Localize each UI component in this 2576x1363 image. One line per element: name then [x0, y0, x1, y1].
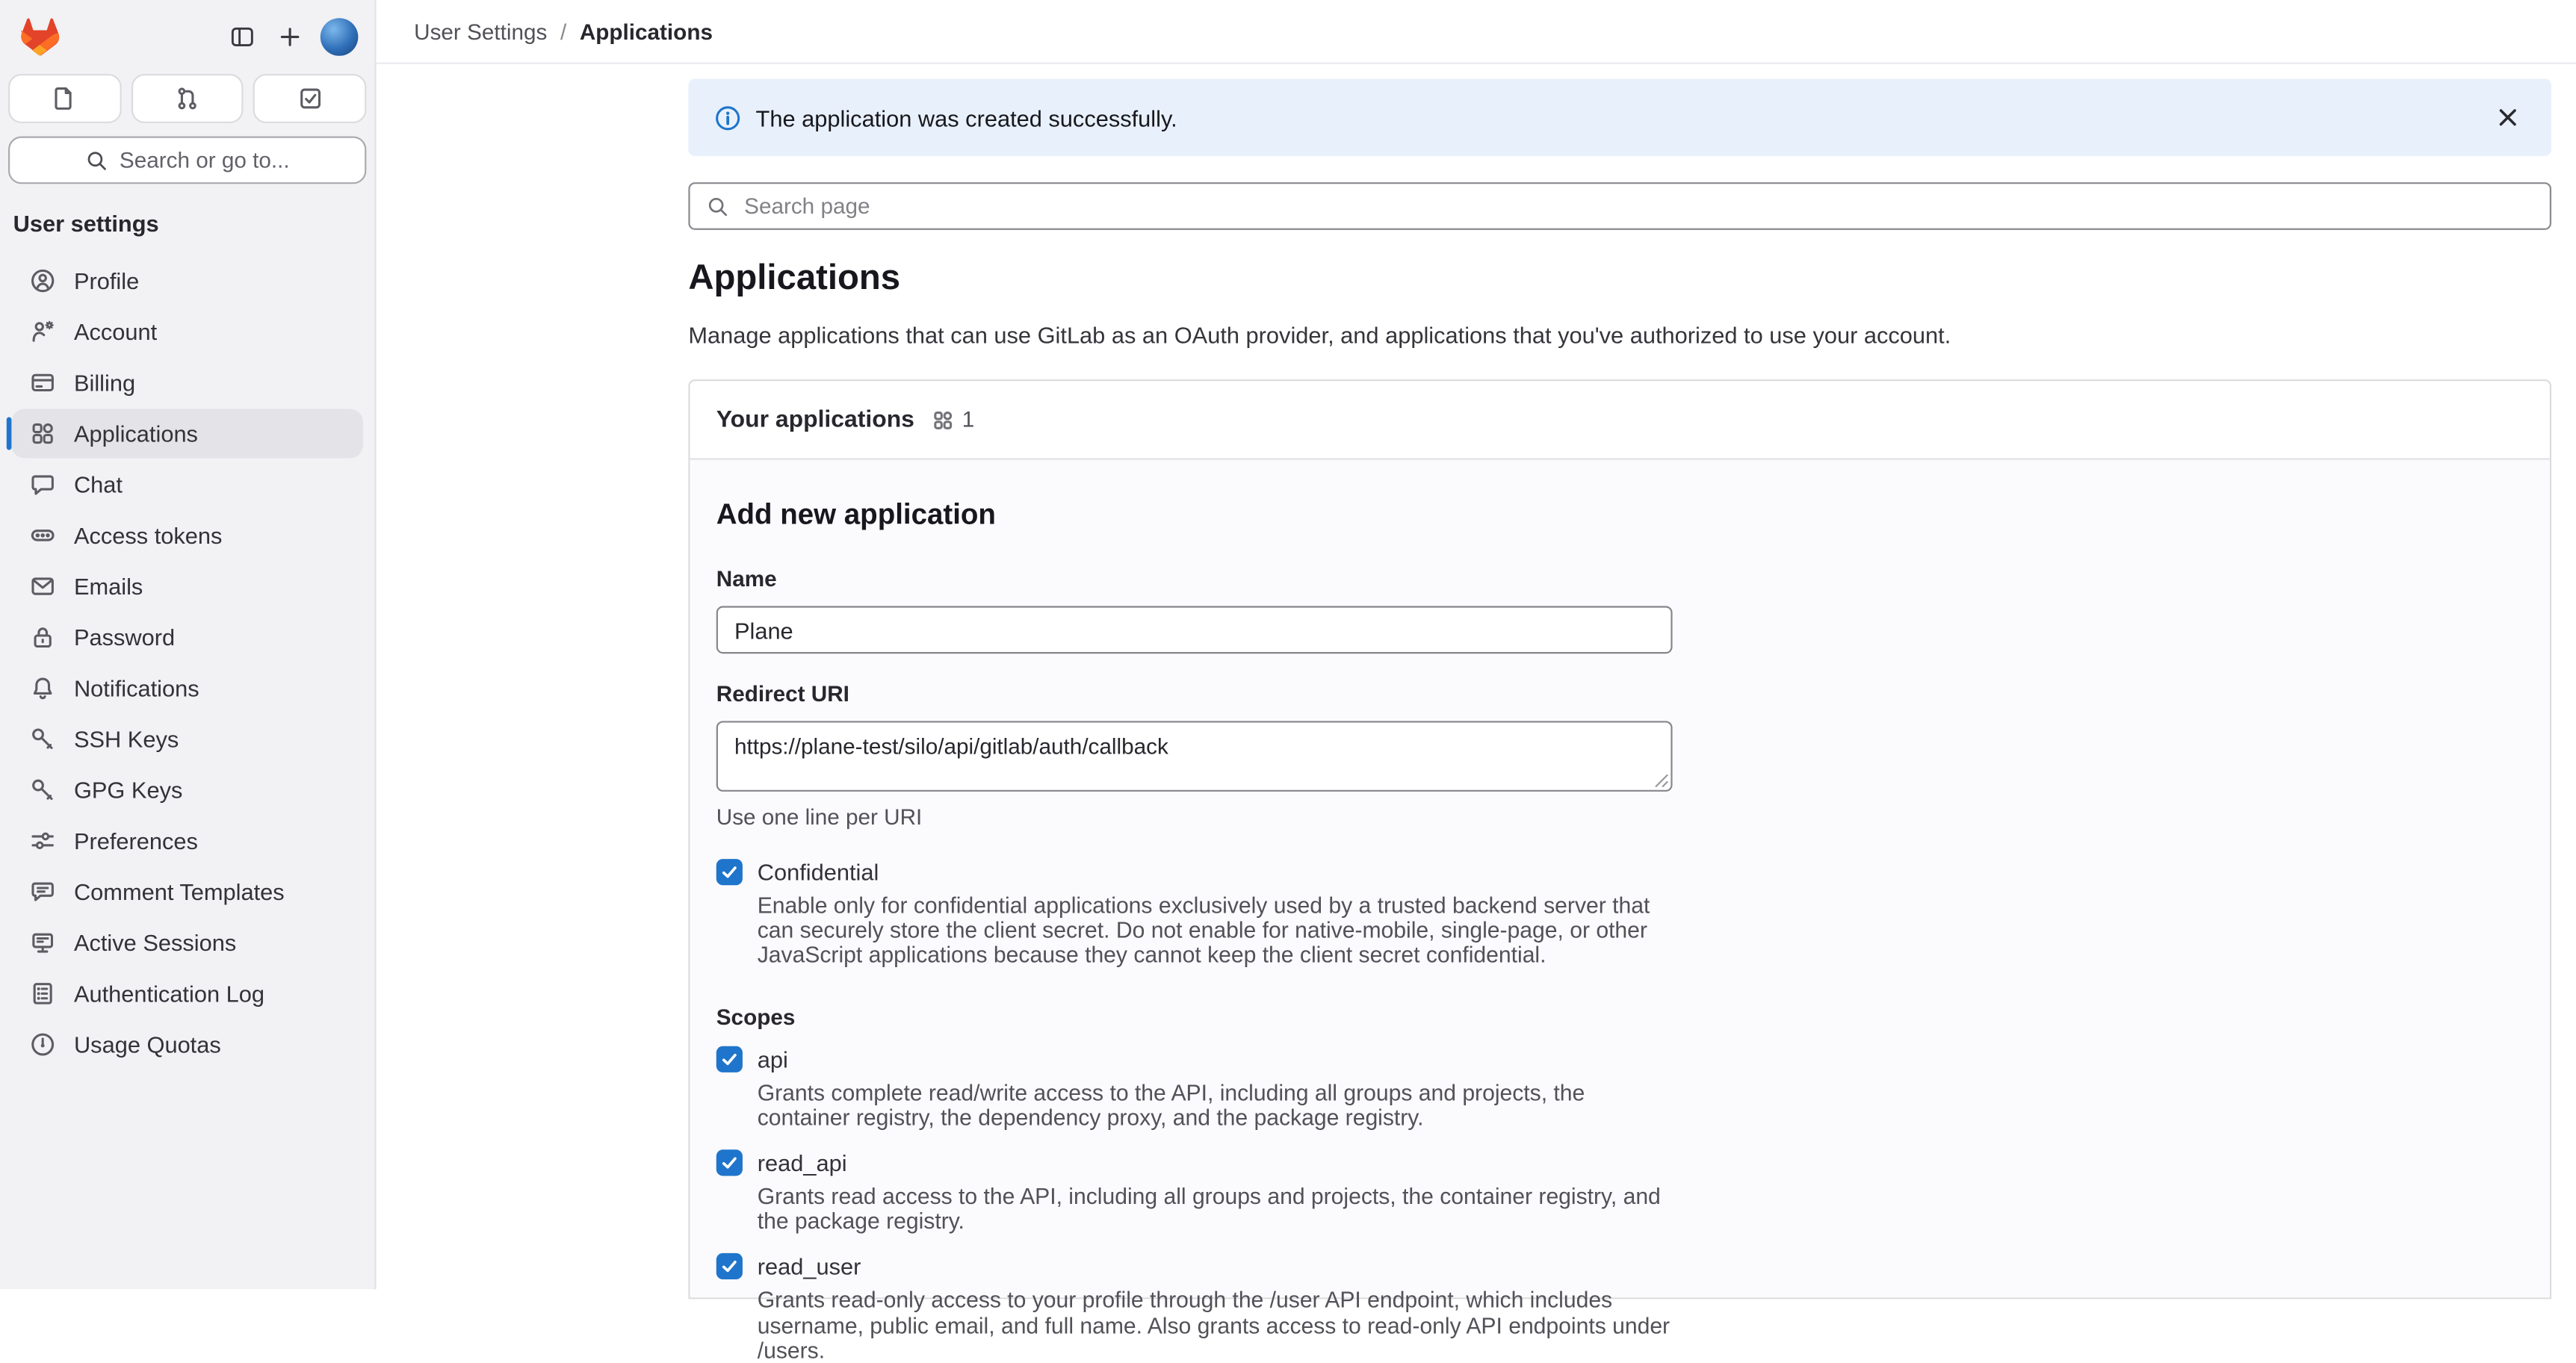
check-icon [719, 1153, 739, 1173]
sidebar-item-billing[interactable] [11, 358, 363, 407]
scope-read-user-help: Grants read-only access to your profile through the /user API endpoint, which includes username, public email, and full name. Also grants access to read-only API endpoints under /users. [757, 1288, 1671, 1363]
applications-icon [30, 420, 56, 447]
billing-icon [30, 370, 56, 396]
scope-read-user-checkbox[interactable] [716, 1254, 743, 1280]
sidebar-item-password[interactable] [11, 612, 363, 662]
usage-quotas-icon [30, 1031, 56, 1058]
confidential-help: Enable only for confidential applications exclusively used by a trusted backend server that can securely store the client secret. Do not enable for native-mobile, single-page, or other JavaScript applications because they cannot keep the client secret confidential. [757, 893, 1650, 969]
user-avatar[interactable] [321, 17, 359, 55]
sidebar-item-authentication-log[interactable] [11, 969, 363, 1018]
alert-message: The application was created successfully. [755, 104, 1177, 131]
preferences-icon [30, 828, 56, 854]
scope-api-group [716, 1046, 2524, 1130]
sidebar-item-comment-templates[interactable] [11, 867, 363, 916]
sidebar-item-preferences[interactable] [11, 816, 363, 866]
sidebar-item-access-tokens[interactable] [11, 511, 363, 560]
sidebar-shortcut-buttons [8, 74, 366, 123]
card-body [690, 460, 2550, 1363]
search-or-go-to[interactable] [8, 137, 366, 184]
page-description: Manage applications that can use GitLab as an OAuth provider, and applications that you've authorized to use your account. [688, 322, 1951, 349]
search-icon [707, 195, 730, 218]
collapse-sidebar-button[interactable] [223, 18, 259, 54]
sidebar-item-label: Active Sessions [73, 929, 237, 956]
sidebar-item-profile[interactable] [11, 256, 363, 305]
todos-button[interactable] [253, 74, 366, 123]
notifications-icon [30, 675, 56, 701]
issues-icon [52, 85, 78, 111]
sidebar-menu [0, 246, 374, 1069]
breadcrumb-separator: / [560, 19, 567, 44]
access-tokens-icon [30, 522, 56, 548]
sidebar-item-label: Emails [73, 573, 143, 600]
sidebar-section-title: User settings [13, 210, 159, 237]
sidebar-item-gpg-keys[interactable] [11, 766, 363, 815]
sidebar-item-account[interactable] [11, 307, 363, 356]
info-icon [715, 105, 741, 131]
sidebar-item-applications[interactable] [11, 409, 363, 459]
account-icon [30, 319, 56, 345]
applications-icon [931, 408, 954, 431]
authentication-log-icon [30, 981, 56, 1007]
scope-read-api-label[interactable]: read_api [757, 1149, 847, 1176]
sidebar-item-label: Applications [73, 420, 198, 447]
key-icon [30, 726, 56, 752]
active-sessions-icon [30, 930, 56, 956]
sidebar-item-label: Notifications [73, 674, 199, 701]
check-icon [719, 862, 739, 881]
sidebar-item-label: Preferences [73, 828, 198, 854]
confidential-group [716, 859, 2524, 968]
key-icon [30, 777, 56, 803]
scope-api-label[interactable]: api [757, 1045, 788, 1072]
sidebar-item-label: Authentication Log [73, 980, 265, 1007]
emails-icon [30, 573, 56, 599]
close-icon [2495, 105, 2519, 130]
super-sidebar [0, 0, 377, 1289]
scope-read-api-checkbox[interactable] [716, 1149, 743, 1176]
card-header [690, 381, 2550, 460]
check-icon [719, 1257, 739, 1276]
redirect-uri-label: Redirect URI [716, 681, 849, 707]
sidebar-search-label: Search or go to... [119, 147, 290, 173]
redirect-uri-hint: Use one line per URI [716, 804, 923, 830]
redirect-uri-textarea[interactable] [716, 721, 1673, 792]
sidebar-item-ssh-keys[interactable] [11, 715, 363, 764]
sidebar-item-label: Comment Templates [73, 878, 285, 905]
breadcrumb [414, 19, 713, 43]
scope-read-api-help: Grants read access to the API, including all groups and projects, the container registry, and the package registry. [757, 1184, 1661, 1234]
issues-button[interactable] [8, 74, 121, 123]
sidebar-item-label: Password [73, 624, 176, 651]
sidebar-item-notifications[interactable] [11, 663, 363, 712]
page-title: Applications [688, 258, 901, 298]
sidebar-item-label: SSH Keys [73, 725, 179, 753]
sidebar-item-emails[interactable] [11, 562, 363, 611]
password-icon [30, 624, 56, 651]
breadcrumb-user-settings[interactable]: User Settings [414, 19, 548, 44]
sidebar-item-label: GPG Keys [73, 777, 183, 804]
page-search [688, 182, 2551, 230]
sidebar-item-label: Billing [73, 369, 136, 396]
sidebar-item-label: Account [73, 318, 158, 345]
scope-api-checkbox[interactable] [716, 1046, 743, 1072]
sidebar-top-bar [0, 0, 374, 59]
merge-requests-button[interactable] [131, 74, 244, 123]
form-title: Add new application [716, 497, 996, 531]
sidebar-item-label: Usage Quotas [73, 1031, 221, 1058]
scope-read-user-label[interactable]: read_user [757, 1253, 861, 1280]
confidential-label[interactable]: Confidential [757, 859, 879, 886]
content-top-bar [377, 0, 2576, 64]
create-new-button[interactable] [271, 18, 307, 54]
card-title: Your applications [716, 406, 914, 433]
chat-icon [30, 471, 56, 497]
profile-icon [30, 267, 56, 294]
applications-card [688, 379, 2551, 1363]
sidebar-item-label: Chat [73, 471, 123, 498]
scope-read-api-group [716, 1149, 2524, 1234]
name-input[interactable] [716, 606, 1673, 653]
page-search-input[interactable] [741, 192, 2533, 220]
alert-close-button[interactable] [2489, 99, 2524, 135]
check-icon [719, 1049, 739, 1068]
sidebar-item-label: Profile [73, 267, 140, 294]
gitlab-logo[interactable] [19, 16, 61, 56]
search-icon [85, 149, 108, 172]
sidebar-item-active-sessions[interactable] [11, 918, 363, 967]
info-alert [688, 79, 2551, 156]
comment-templates-icon [30, 878, 56, 904]
scopes-label: Scopes [716, 1004, 796, 1029]
applications-count: 1 [962, 407, 975, 432]
scope-api-help: Grants complete read/write access to the API, including all groups and projects, the container registry, the dependency proxy, and the package registry. [757, 1080, 1585, 1130]
sidebar-item-label: Access tokens [73, 522, 223, 549]
sidebar-item-chat[interactable] [11, 460, 363, 509]
name-label: Name [716, 566, 777, 592]
sidebar-item-usage-quotas[interactable] [11, 1020, 363, 1069]
merge-requests-icon [174, 85, 200, 111]
todos-icon [297, 85, 323, 111]
confidential-checkbox[interactable] [716, 859, 743, 885]
breadcrumb-applications: Applications [579, 19, 713, 44]
scope-read-user-group [716, 1254, 2524, 1363]
